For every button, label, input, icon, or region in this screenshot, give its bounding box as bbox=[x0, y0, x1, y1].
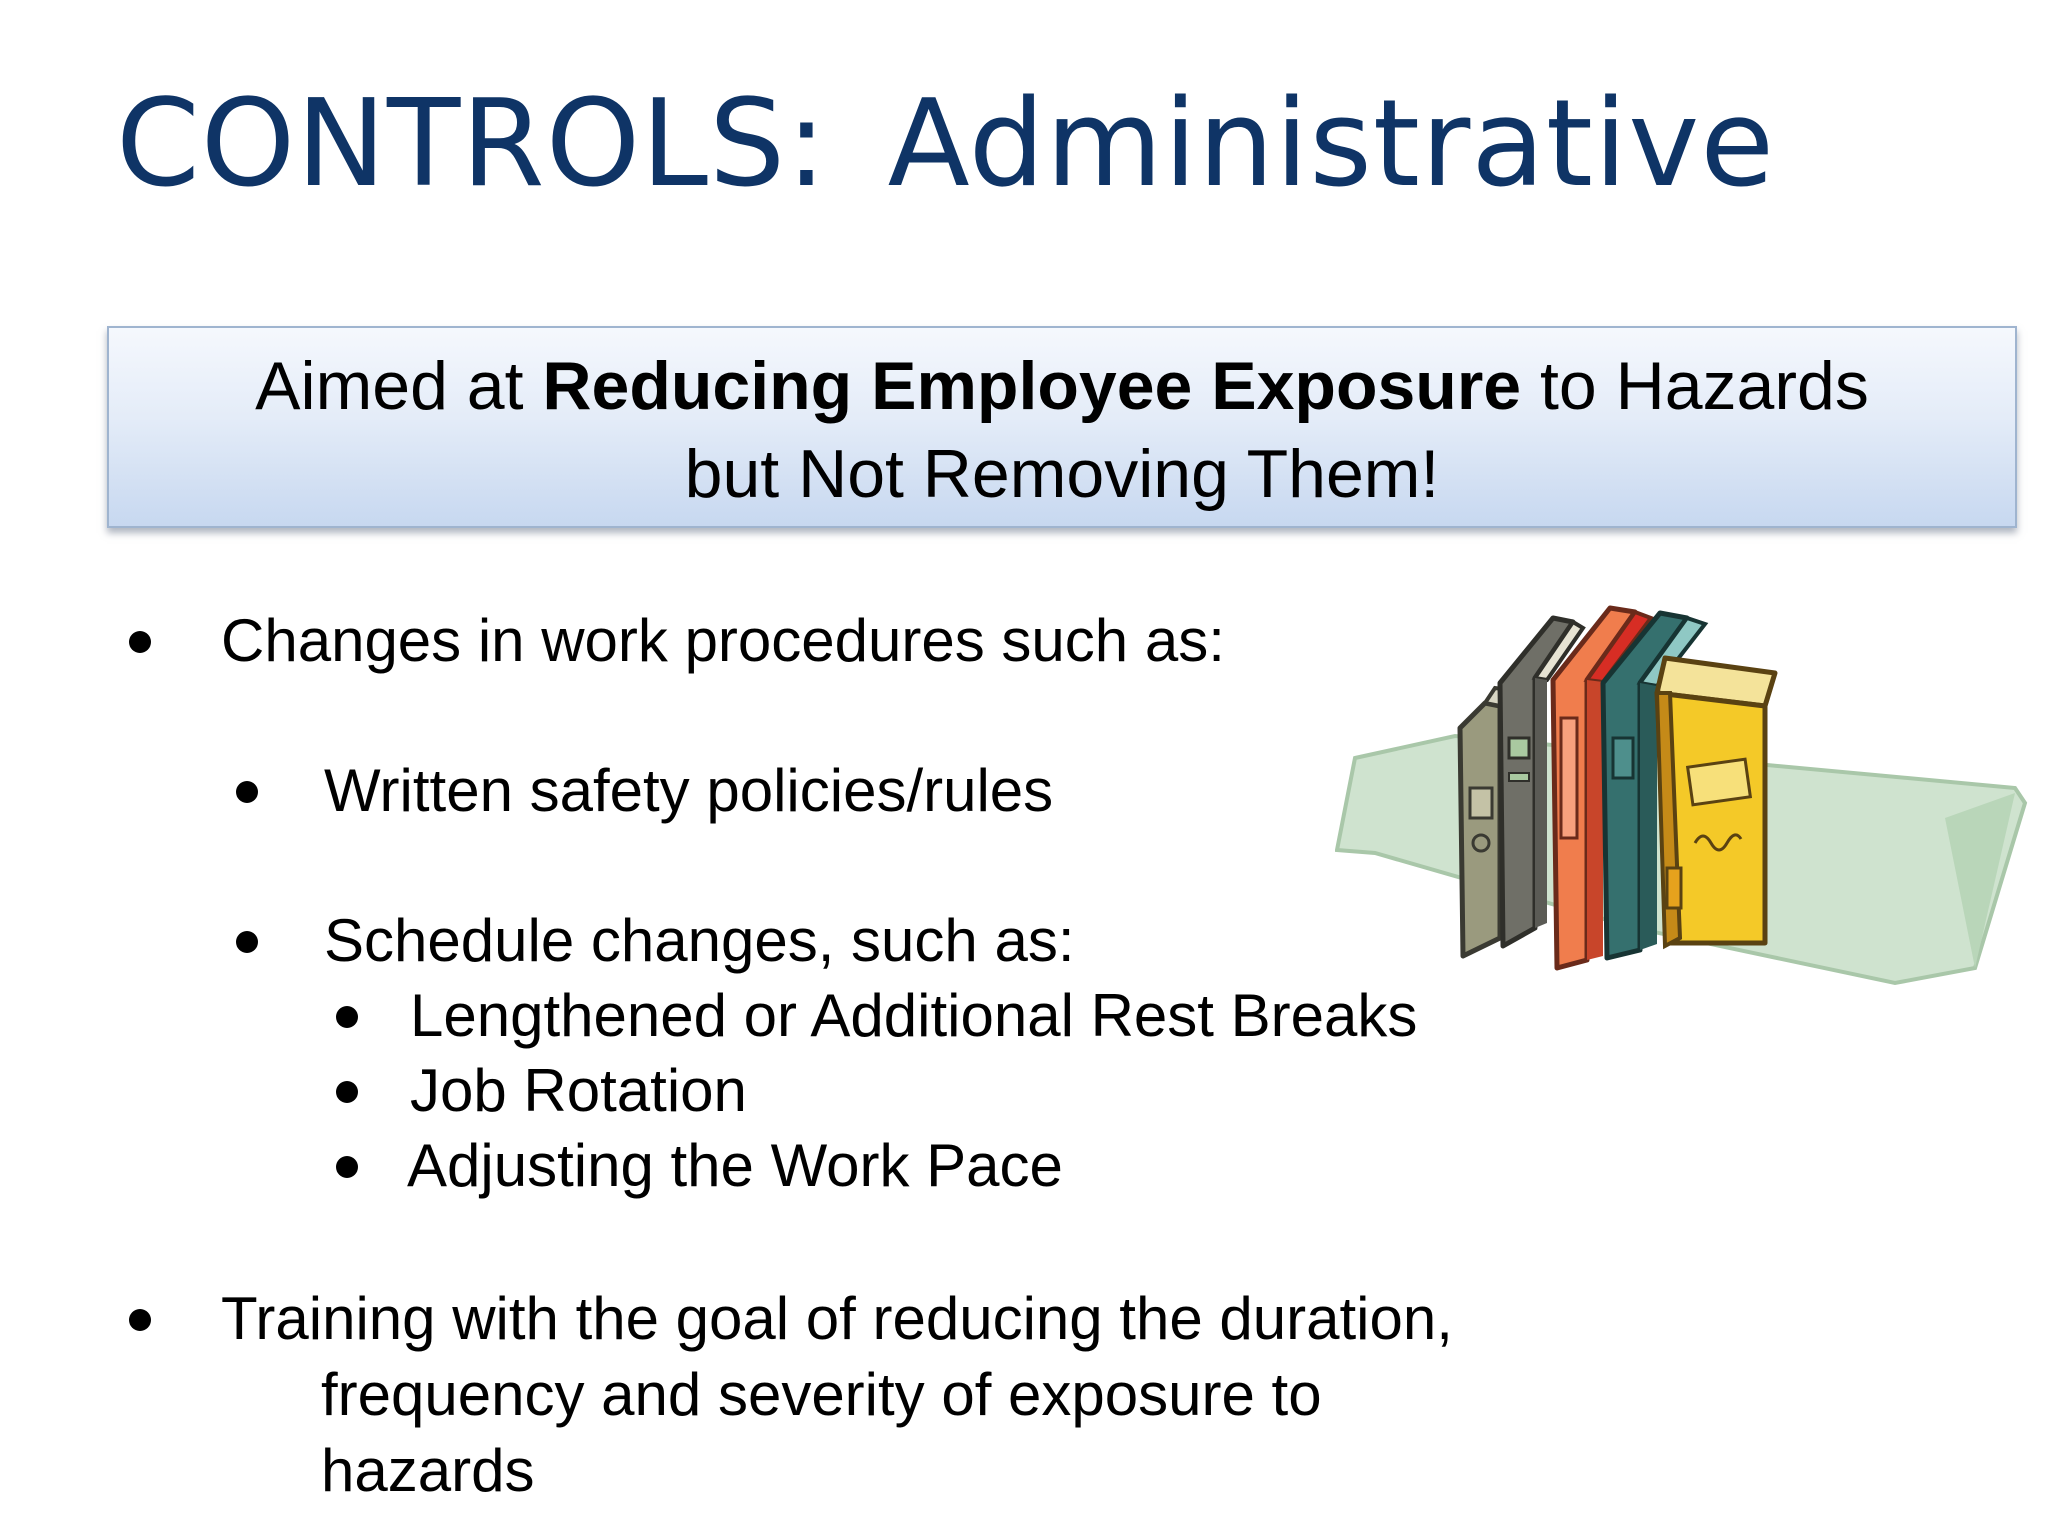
bullet-text: Training with the goal of reducing the duration, bbox=[221, 1285, 1453, 1352]
bullet-job-rotation bbox=[410, 1053, 747, 1128]
bullet-dot bbox=[336, 1081, 358, 1103]
bullet-dot bbox=[336, 1156, 358, 1178]
title-main: Administrative bbox=[887, 75, 1776, 214]
bullet-dot bbox=[236, 931, 258, 953]
bullet-text: Schedule changes, such as: bbox=[324, 907, 1075, 974]
callout-line-1 bbox=[109, 342, 2015, 430]
callout-line-1-post: to Hazards bbox=[1521, 348, 1869, 424]
bullet-text: Adjusting the Work Pace bbox=[407, 1132, 1063, 1199]
callout-line-1-pre: Aimed at bbox=[255, 348, 543, 424]
bullet-training-continuation: frequency and severity of exposure to bbox=[321, 1361, 1322, 1428]
callout-emphasis: Reducing Employee Exposure bbox=[542, 348, 1522, 424]
books-clipart-icon bbox=[1335, 588, 2035, 988]
bullet-text: Job Rotation bbox=[410, 1057, 747, 1124]
bullet-text: Written safety policies/rules bbox=[324, 757, 1054, 824]
bullet-dot bbox=[129, 1309, 151, 1331]
bullet-training-continuation: hazards bbox=[321, 1437, 535, 1504]
bullet-text: Lengthened or Additional Rest Breaks bbox=[410, 982, 1418, 1049]
bullet-written-policies bbox=[324, 753, 1053, 828]
bullet-rest-breaks bbox=[410, 978, 1417, 1053]
bullet-text: Changes in work procedures such as: bbox=[221, 607, 1225, 674]
bullet-work-pace bbox=[407, 1128, 1063, 1203]
slide-title bbox=[116, 70, 1775, 220]
title-prefix: CONTROLS: bbox=[116, 75, 828, 214]
bullet-schedule-changes bbox=[324, 903, 1075, 978]
callout-line-2: but Not Removing Them! bbox=[684, 436, 1440, 512]
bullet-dot bbox=[236, 781, 258, 803]
bullet-training bbox=[221, 1281, 1453, 1356]
bullet-work-procedures bbox=[221, 603, 1225, 678]
callout-box bbox=[107, 326, 2017, 528]
bullet-dot bbox=[129, 631, 151, 653]
bullet-dot bbox=[336, 1006, 358, 1028]
